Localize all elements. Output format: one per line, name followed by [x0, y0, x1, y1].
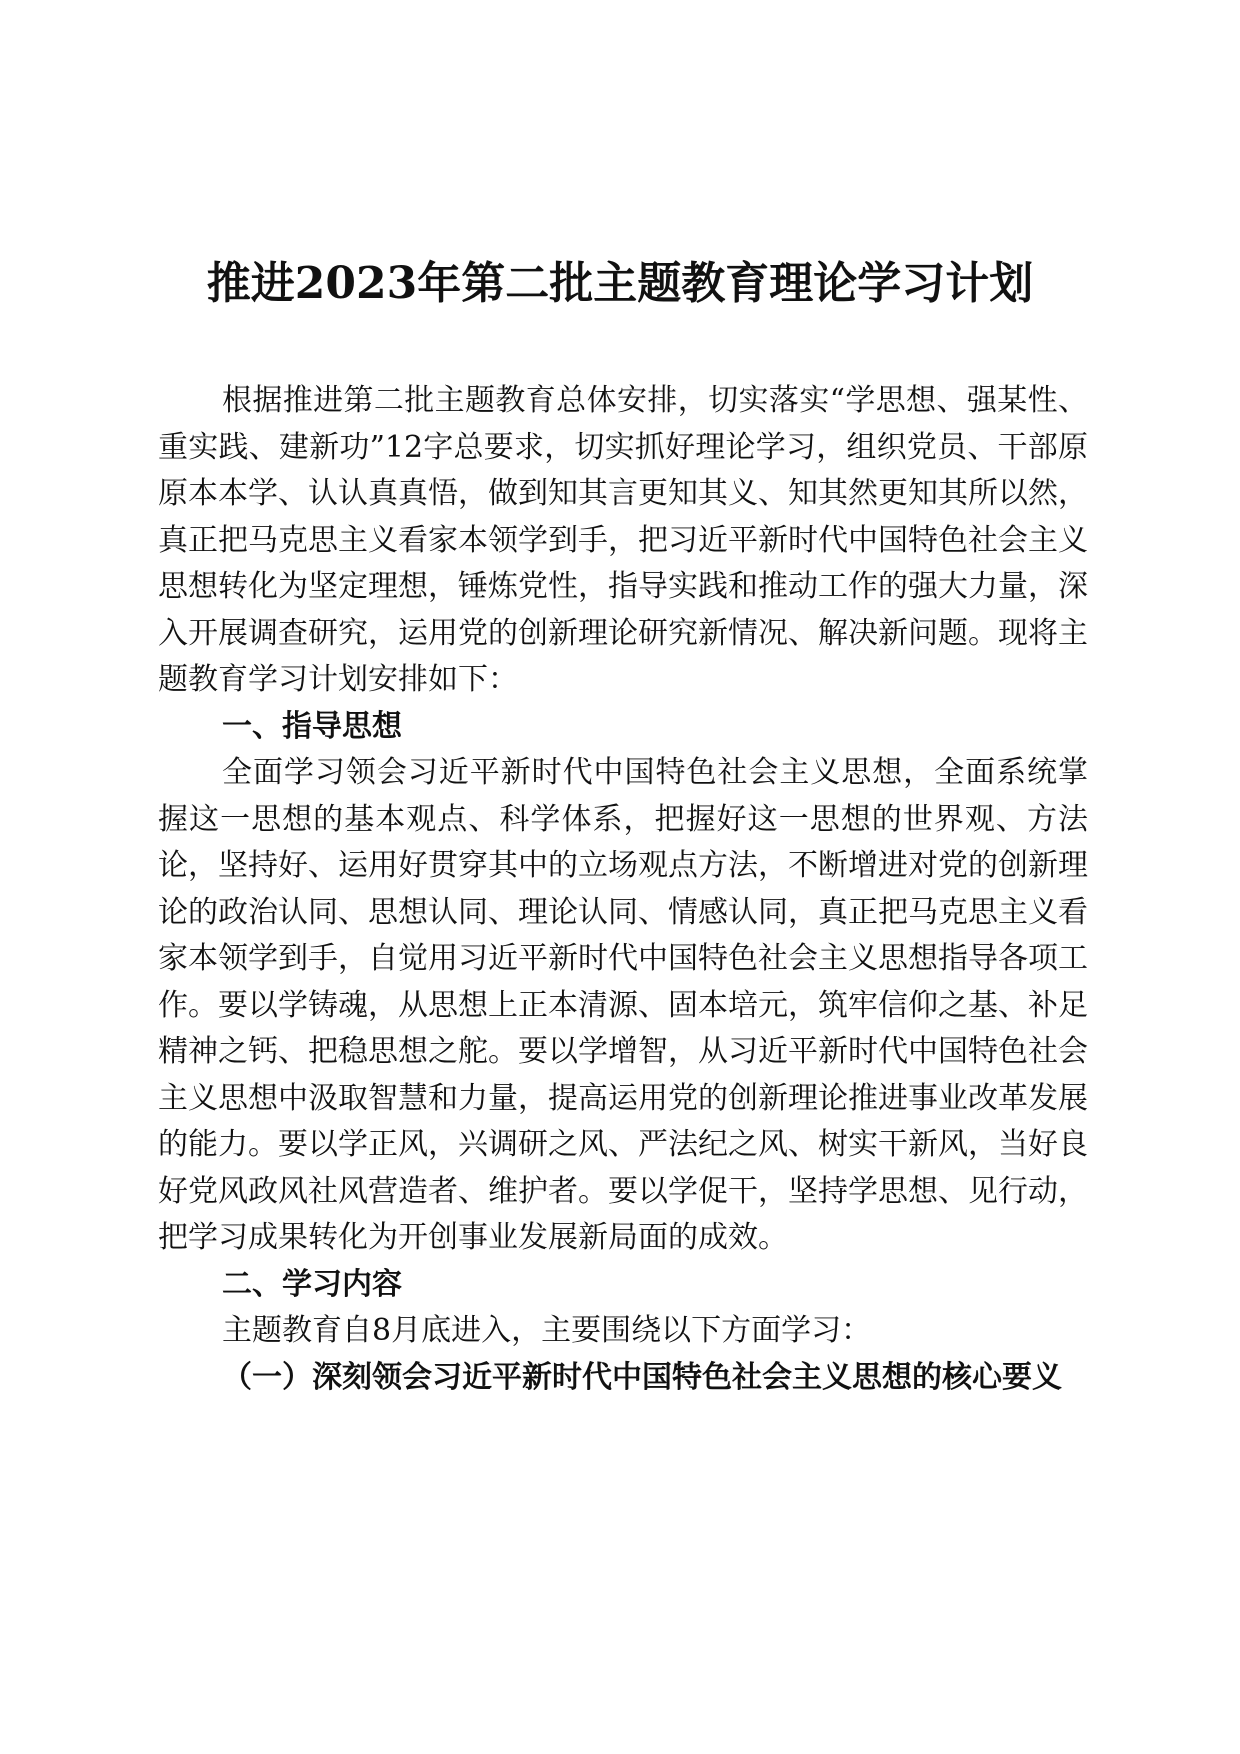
- intro-paragraph: 根据推进第二批主题教育总体安排，切实落实“学思想、强某性、重实践、建新功”12字总要求，切实抓好理论学习，组织党员、干部原原本本学、认认真真悟，做到知其言更知其义、知其然更知其所以然，真正把马克思主义看家本领学到手，把习近平新时代中国特色社会主义思想转化为坚定理想，锤炼党性，指导实践和推动工作的强大力量，深入开展调查研究，运用党的创新理论研究新情况、解决新问题。现将主题教育学习计划安排如下：: [158, 383, 1088, 697]
- section-heading-study-content: 二、学习内容: [222, 1266, 402, 1302]
- document-title: 推进2023年第二批主题教育理论学习计划: [206, 258, 1034, 309]
- study-content-paragraph: 主题教育自8月底进入，主要围绕以下方面学习：: [222, 1313, 872, 1348]
- section-heading-guiding-thought: 一、指导思想: [222, 708, 402, 744]
- guiding-thought-paragraph: 全面学习领会习近平新时代中国特色社会主义思想，全面系统掌握这一思想的基本观点、科学体系，把握好这一思想的世界观、方法论，坚持好、运用好贯穿其中的立场观点方法，不断增进对党的创新理论的政治认同、思想认同、理论认同、情感认同，真正把马克思主义看家本领学到手，自觉用习近平新时代中国特色社会主义思想指导各项工作。要以学铸魂，从思想上正本清源、固本培元，筑牢信仰之基、补足精神之钙、把稳思想之舵。要以学增智，从习近平新时代中国特色社会主义思想中汲取智慧和力量，提高运用党的创新理论推进事业改革发展的能力。要以学正风，兴调研之风、严法纪之风、树实干新风，当好良好党风政风社风营造者、维护者。要以学促干，坚持学思想、见行动，把学习成果转化为开创事业发展新局面的成效。: [158, 755, 1088, 1255]
- subsection-heading-core-essence: （一）深刻领会习近平新时代中国特色社会主义思想的核心要义: [222, 1359, 1062, 1395]
- document-body: [158, 378, 1088, 1401]
